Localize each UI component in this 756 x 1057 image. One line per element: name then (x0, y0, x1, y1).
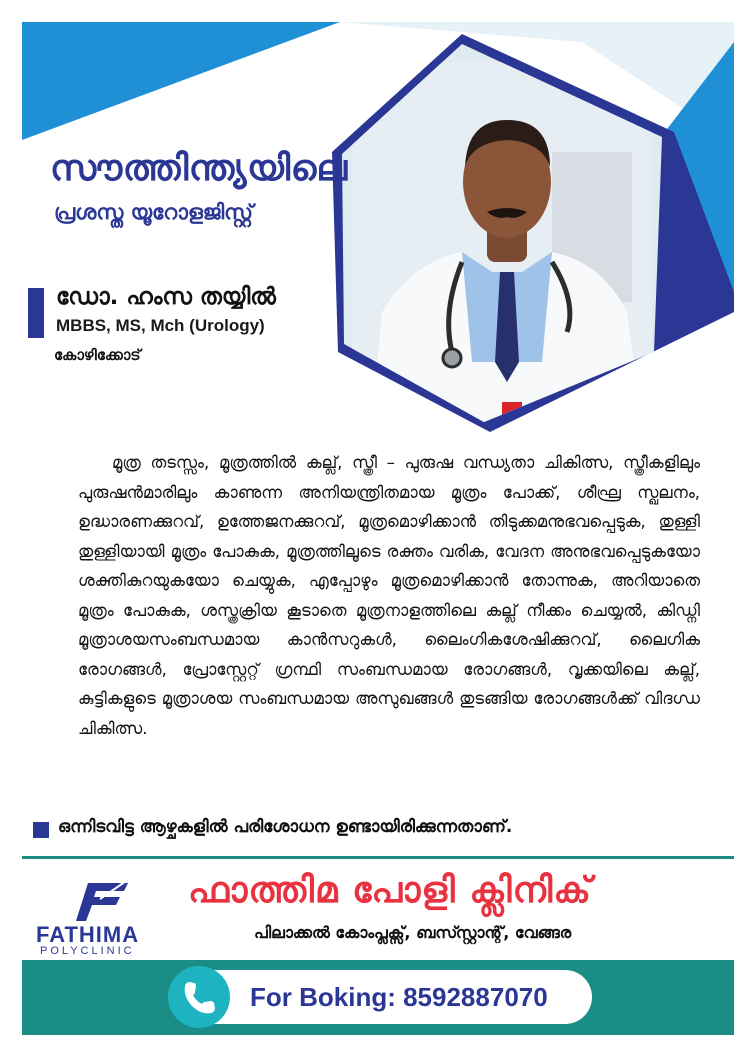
treatment-description: മൂത്ര തടസ്സം, മൂത്രത്തിൽ കല്ല്, സ്ത്രീ – പുരുഷ വന്ധ്യതാ ചികിത്സ, സ്ത്രീകളിലും പുരുഷൻമാരിലും കാണുന്ന അനിയന്ത്രിതമായ മൂത്രം പോക്ക്, ശീഘ്ര സ്ഖലനം, ഉദ്ധാരണക്കുറവ്, ഉത്തേജനക്കുറവ്, മൂത്രമൊഴിക്കാൻ തിടുക്കമനുഭവപ്പെടുക, തുള്ളി തുള്ളിയായി മൂത്രം പോകുക, മൂത്രത്തിലൂടെ രക്തം വരിക, വേദന അനുഭവപ്പെടുകയോ ശക്തികുറയുകയോ ചെയ്യുക, എപ്പോഴും മൂത്രമൊഴിക്കാൻ തോന്നുക, അറിയാതെ മൂത്രം പോകുക, ശസ്ത്രക്രിയ കൂടാതെ മൂത്രനാളത്തിലെ കല്ല് നീക്കം ചെയ്യൽ, കിഡ്നി മൂത്രാശയസംബന്ധമായ കാൻസറുകൾ, ലൈംഗികശേഷിക്കുറവ്, ലൈഗിക രോഗങ്ങൾ, പ്രോസ്റ്റേറ്റ് ഗ്രന്ഥി സംബന്ധമായ രോഗങ്ങൾ, വൃക്കയിലെ കല്ല്, കുട്ടികളുടെ മൂത്രാശയ സംബന്ധമായ അസുഖങ്ങൾ തുടങ്ങിയ രോഗങ്ങൾക്ക് വിദഗ്ധ ചികിത്സ. (78, 453, 700, 738)
poster (22, 22, 734, 1035)
doctor-name: ഡോ. ഹംസ തയ്യിൽ (56, 284, 276, 310)
clinic-name: ഫാത്തിമ പോളി ക്ലിനിക് (188, 870, 592, 911)
booking-phone-number[interactable]: For Boking: 8592887070 (250, 982, 548, 1012)
doctor-qualification: MBBS, MS, Mch (Urology) (56, 316, 265, 335)
name-accent-bar (28, 288, 44, 338)
doctor-location: കോഴിക്കോട് (54, 346, 141, 364)
headline-famous-urologist: പ്രശസ്ത യൂറോളജിസ്റ്റ് (54, 200, 253, 224)
phone-icon[interactable] (168, 966, 230, 1028)
divider (22, 856, 734, 859)
clinic-address: പിലാക്കൽ കോംപ്ലക്സ്, ബസ്സ്റ്റാന്റ്, വേങ്ങര (254, 923, 572, 942)
logo-wordmark: FATHIMA (36, 922, 140, 947)
logo-subtitle: POLYCLINIC (40, 945, 135, 957)
notice-bullet (33, 822, 49, 838)
headline-south-india: സൗത്തിന്ത്യയിലെ (50, 148, 348, 189)
consultation-notice: ഒന്നിടവിട്ട ആഴ്ചകളിൽ പരിശോധന ഉണ്ടായിരിക്കുന്നതാണ്. (58, 817, 513, 837)
doctor-photo (352, 62, 652, 422)
